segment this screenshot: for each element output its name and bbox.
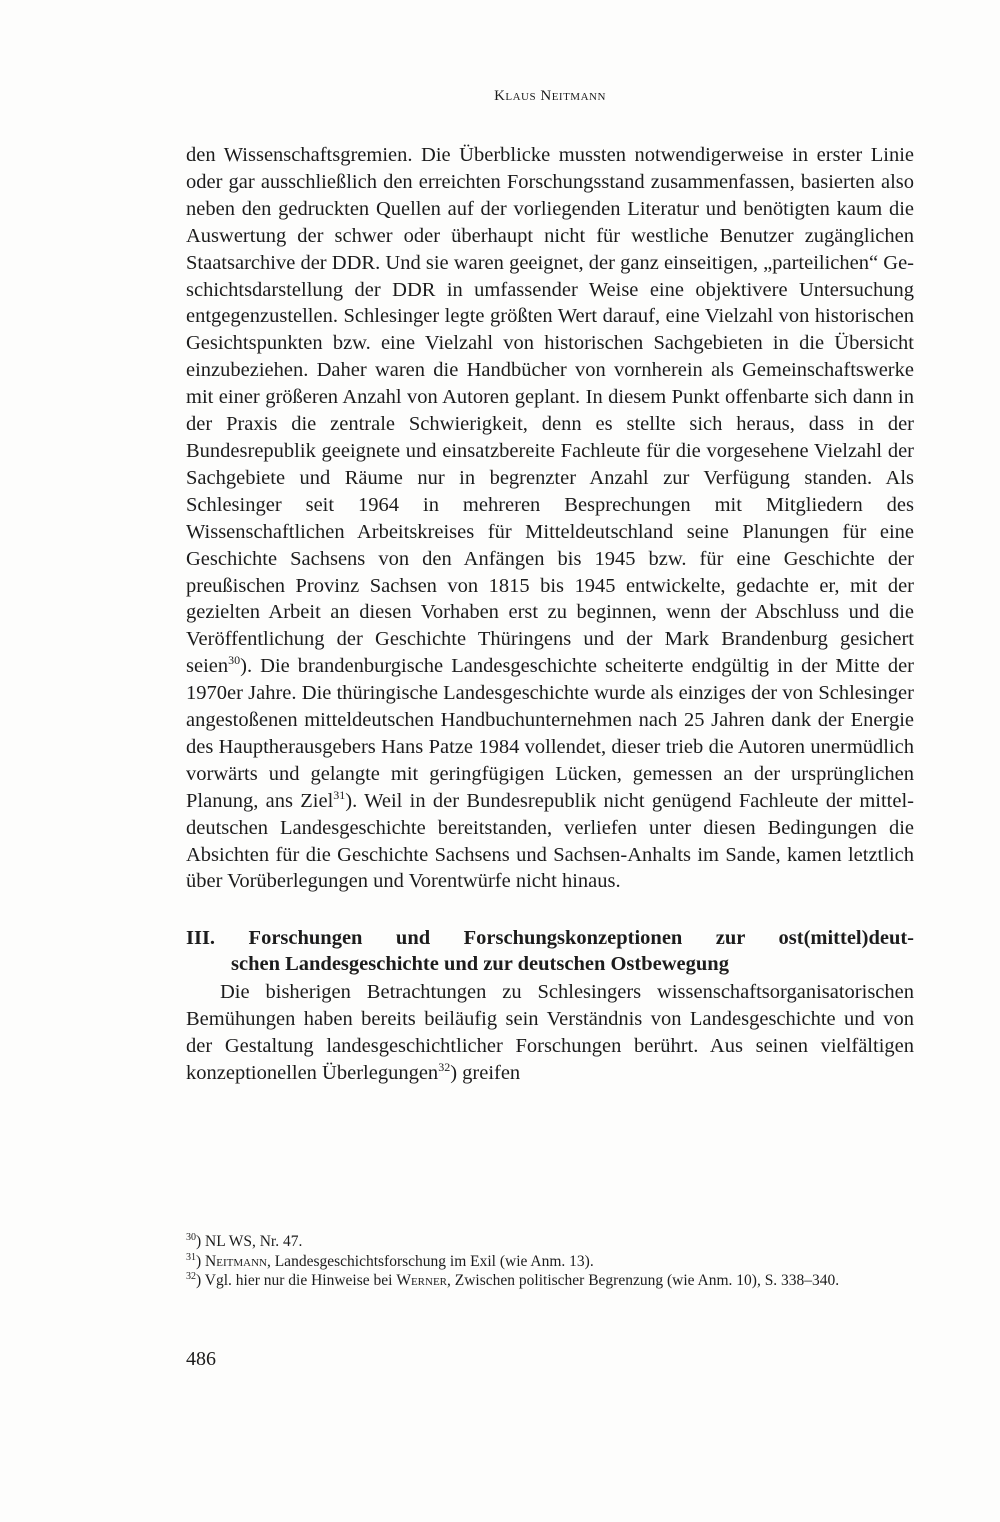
- paragraph-text: ). Weil in der Bundesrepublik nicht genügend Fachleute der mitteldeutschen Landesgeschichte bereitstanden, verliefen unter diesen Bedingungen die Absichten für die Geschichte Sachsens und Sachsen-Anhalts im Sande, kamen letztlich über Vorüberlegungen und Vorentwürfe nicht hinaus.: [186, 789, 914, 893]
- footnote-bracket: ): [196, 1272, 202, 1289]
- footnote-reference[interactable]: 30: [228, 653, 241, 668]
- footnote-text: , Zwischen politischer Begrenzung (wie Anm. 10), S. 338–340.: [447, 1272, 840, 1289]
- footnote-text: , Landesgeschichtsforschung im Exil (wie Anm. 13).: [266, 1252, 594, 1270]
- footnotes: [186, 1232, 914, 1291]
- paragraph: [186, 142, 914, 895]
- main-text: [186, 142, 914, 1087]
- paragraph-text: ). Die brandenburgische Landesgeschichte scheiterte endgültig in der Mitte der 1970er Jahre. Die thüringische Landesgeschichte wurde als einziges der von Schlesinger angestoßenen mitteldeutschen Handbuchunternehmen nach 25 Jahren dank der Energie des Hauptherausgebers Hans Patze 1984 vollendet, dieser trieb die Autoren unermüdlich vorwärts und gelangte mit geringfügigen Lücken, gemessen an der ursprünglichen Planung, ans Ziel: [186, 655, 914, 812]
- paragraph-text: den Wissenschaftsgremien. Die Überblicke mussten notwendigerweise in erster Linie oder gar ausschließlich den erreichten Forschungsstand zusammenfassen, basierten also neben den gedruckten Quellen auf der vorliegenden Literatur und benötigten kaum die Auswertung der schwer oder überhaupt nicht für westliche Benutzer zugänglichen Staatsarchive der DDR. Und sie waren geeignet, der ganz einseitigen, „parteilichen“ Geschichtsdarstellung der DDR in umfassender Weise eine objektivere Untersuchung entgegenzustellen. Schlesinger legte größten Wert darauf, eine Vielzahl von historischen Gesichtspunkten bzw. eine Vielzahl von historischen Sachgebieten in die Übersicht einzubeziehen. Daher waren die Handbücher von vornherein als Gemeinschaftswerke mit einer größeren Anzahl von Autoren geplant. In diesem Punkt offenbarte sich dann in der Praxis die zentrale Schwierigkeit, denn es stellte sich heraus, dass in der Bundesrepublik geeignete und einsatzbereite Fachleute für die vorgesehene Vielzahl der Sachgebiete und Räume nur in begrenzter Anzahl zur Verfügung standen. Als Schlesinger seit 1964 in mehreren Besprechungen mit Mitgliedern des Wissenschaftlichen Arbeitskreises für Mitteldeutschland seine Planungen für eine Geschichte Sachsens von den Anfängen bis 1945 bzw. für eine Geschichte der preußischen Provinz Sachsen von 1815 bis 1945 entwickelte, gedachte er, mit der gezielten Arbeit an diesen Vorhaben erst zu beginnen, wenn der Abschluss und die Veröffentlichung der Geschichte Thüringens und der Mark Brandenburg gesichert seien: [186, 144, 914, 678]
- page-number: 486: [186, 1348, 216, 1370]
- footnote-bracket: ): [196, 1252, 202, 1270]
- footnote: [186, 1271, 914, 1291]
- footnote-author: Werner: [396, 1272, 448, 1289]
- section-heading-line: schen Landesgeschichte und zur deutschen Ostbewegung: [231, 953, 729, 976]
- footnote: [186, 1232, 914, 1252]
- running-head: Klaus Neitmann: [494, 88, 606, 104]
- footnote-number: 30: [186, 1231, 196, 1243]
- footnote-text: NL WS, Nr. 47.: [201, 1233, 303, 1250]
- paragraph-text: ) greifen: [450, 1062, 521, 1085]
- paragraph-text: Die bisherigen Betrachtungen zu Schlesingers wissenschaftsorganisatorischen Bemühungen haben bereits beiläufig sein Verständnis von Landesgeschichte und von der Gestaltung landesgeschichtlicher Forschungen berührt. Aus seinen vielfältigen konzeptionellen Überlegungen: [186, 981, 914, 1085]
- footnote-reference[interactable]: 32: [438, 1060, 451, 1075]
- footnote-bracket: ): [196, 1233, 202, 1250]
- footnote-author: Neitmann: [205, 1252, 267, 1270]
- footnote-reference[interactable]: 31: [333, 787, 346, 802]
- footnote: [186, 1252, 914, 1272]
- section-heading: [186, 925, 914, 977]
- footnote-number: 32: [186, 1270, 196, 1282]
- footnote-number: 31: [186, 1251, 196, 1263]
- section-heading-line: III. Forschungen und Forschungskonzeptionen zur ost(mittel)deut-: [186, 927, 914, 950]
- paragraph: [186, 979, 914, 1087]
- footnote-text: Vgl. hier nur die Hinweise bei: [201, 1272, 397, 1289]
